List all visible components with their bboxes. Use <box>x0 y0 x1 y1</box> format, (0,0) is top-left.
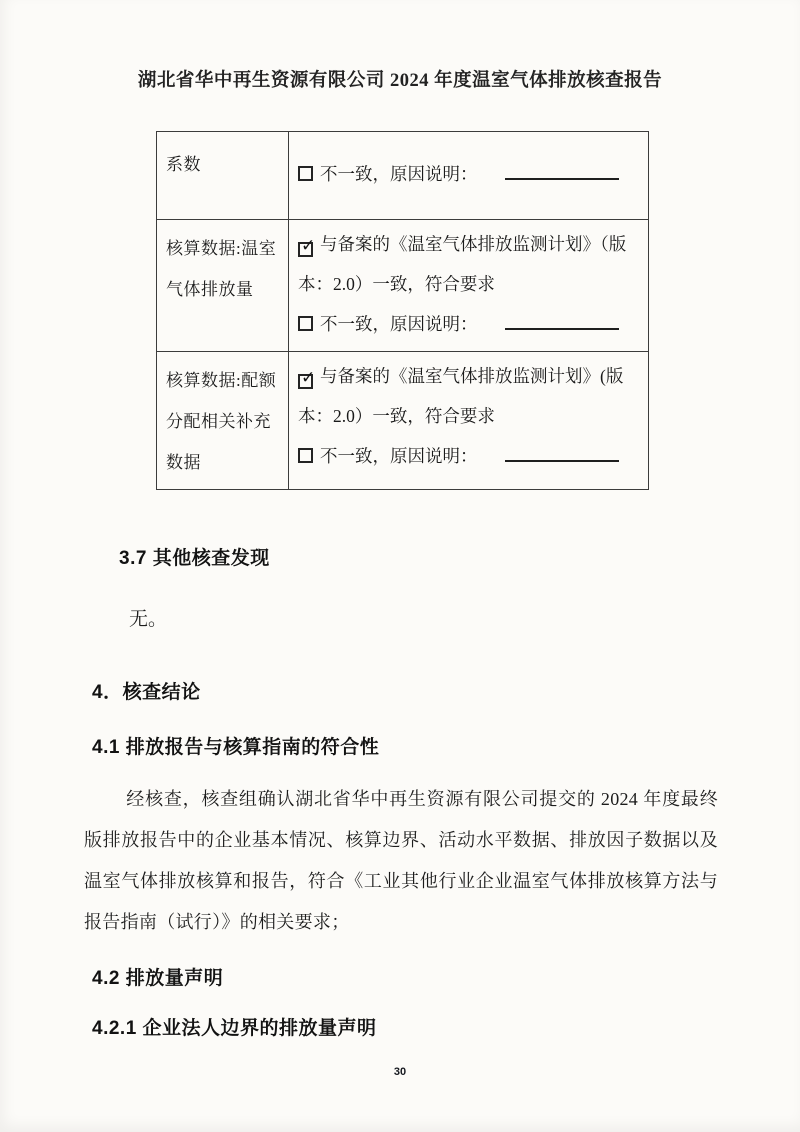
option-inconsistent <box>298 304 642 344</box>
section-heading-4: 4．核查结论 <box>92 682 201 703</box>
option-inconsistent <box>298 436 642 476</box>
check-icon: ✓ <box>301 236 316 256</box>
row-label: 核算数据:配额分配相关补充数据 <box>157 352 289 490</box>
option-text: 与备案的《温室气体排放监测计划》(版本：2.0）一致，符合要求 <box>298 366 624 426</box>
section-heading-3-7: 3.7 其他核查发现 <box>119 548 270 569</box>
row-value-cell <box>289 352 649 490</box>
page-title: 湖北省华中再生资源有限公司 2024 年度温室气体排放核查报告 <box>137 71 663 91</box>
row-value-cell <box>289 220 649 352</box>
section-body-3-7: 无。 <box>129 609 168 630</box>
checkbox-unchecked-icon <box>298 316 313 331</box>
blank-underline <box>505 315 619 330</box>
section-heading-4-1: 4.1 排放报告与核算指南的符合性 <box>92 737 380 758</box>
check-icon: ✓ <box>301 368 316 388</box>
blank-underline <box>505 165 619 180</box>
checkbox-checked-icon <box>298 236 316 257</box>
page-number: 30 <box>393 1066 407 1078</box>
option-text: 不一致，原因说明： <box>320 314 478 334</box>
option-text: 不一致，原因说明： <box>320 446 478 466</box>
table-row <box>157 132 649 220</box>
row-label: 核算数据:温室气体排放量 <box>157 220 289 352</box>
consistency-check-table <box>156 131 649 490</box>
row-value-cell <box>289 132 649 220</box>
option-consistent <box>298 356 642 436</box>
section-heading-4-2: 4.2 排放量声明 <box>92 968 224 989</box>
option-text: 不一致，原因说明： <box>320 164 478 184</box>
table-row <box>157 352 649 490</box>
option-inconsistent <box>298 154 642 194</box>
section-paragraph-4-1: 经核查，核查组确认湖北省华中再生资源有限公司提交的 2024 年度最终版排放报告中的企业基本情况、核算边界、活动水平数据、排放因子数据以及温室气体排放核算和报告，符合《工业其他行业企业温室气体排放核算方法与报告指南（试行）》的相关要求； <box>84 789 718 932</box>
blank-underline <box>505 447 619 462</box>
option-consistent <box>298 224 642 304</box>
checkbox-checked-icon <box>298 368 316 389</box>
table-row <box>157 220 649 352</box>
option-text: 与备案的《温室气体排放监测计划》（版本：2.0）一致，符合要求 <box>298 234 627 294</box>
section-heading-4-2-1: 4.2.1 企业法人边界的排放量声明 <box>92 1018 377 1039</box>
checkbox-unchecked-icon <box>298 166 313 181</box>
row-label: 系数 <box>157 132 289 220</box>
checkbox-unchecked-icon <box>298 448 313 463</box>
